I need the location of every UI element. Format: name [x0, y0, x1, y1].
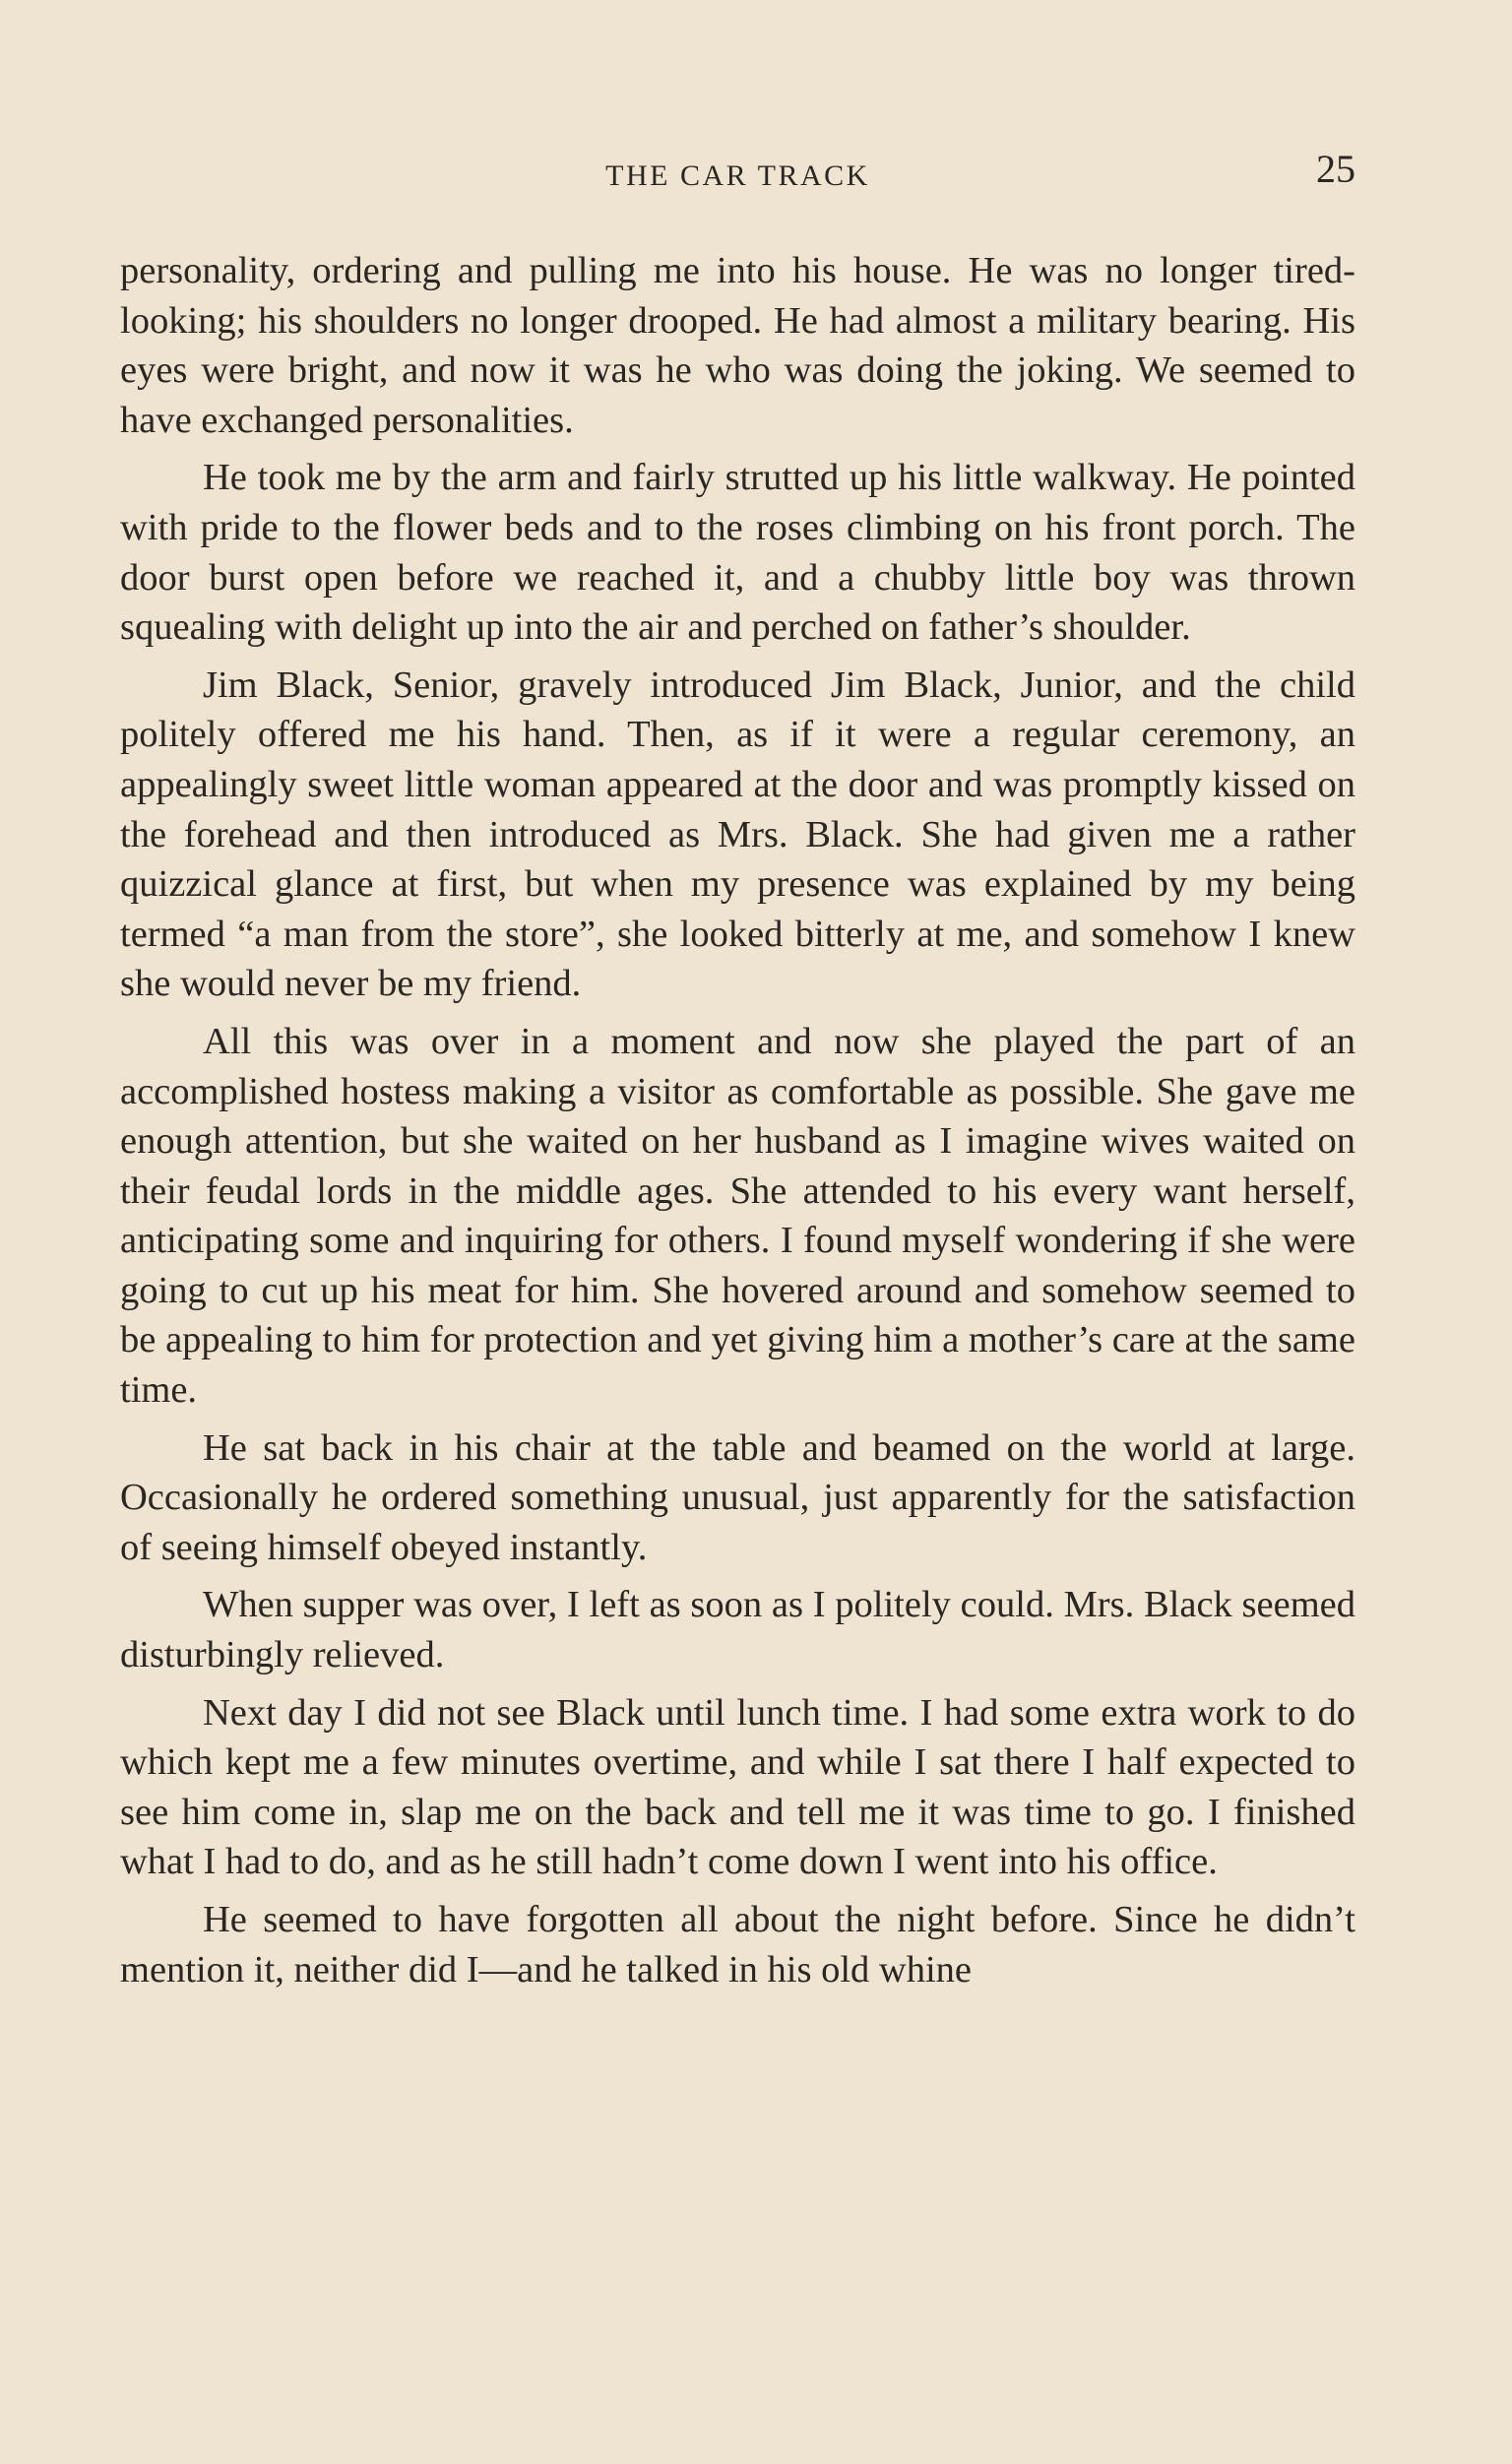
running-head: THE CAR TRACK — [605, 159, 870, 192]
paragraph: Next day I did not see Black until lunch time. I had some extra work to do which kept me a few minutes overtime, and while I sat there I half expected to see him come in, slap me on the back and tell me it was time to go. I finished what I had to do, and as he still hadn’t come down I went into his office. — [120, 1691, 1355, 1883]
paragraph: personality, ordering and pulling me into his house. He was no longer tired-looking; his shoulders no longer drooped. He had almost a military bearing. His eyes were bright, and now it was he who was doing the joking. We seemed to have exchanged personalities. — [120, 250, 1355, 441]
paragraph: Jim Black, Senior, gravely introduced Jim Black, Junior, and the child politely offered me his hand. Then, as if it were a regular ceremony, an appealingly sweet little woman appeared at the door and was promptly kissed on the forehead and then introduced as Mrs. Black. She had given me a rather quizzical glance at first, but when my presence was explained by my being termed “a man from the store”, she looked bitterly at me, and somehow I knew she would never be my friend. — [120, 663, 1355, 1005]
paragraph: When supper was over, I left as soon as I politely could. Mrs. Black seemed disturbingly relieved. — [120, 1584, 1355, 1676]
paragraph: All this was over in a moment and now she played the part of an accomplished hostess making a visitor as comfortable as possible. She gave me enough attention, but she waited on her husband as I imagine wives waited on their feudal lords in the middle ages. She attended to his every want herself, anticipating some and inquiring for others. I found myself wondering if she were going to cut up his meat for him. She hovered around and somehow seemed to be appealing to him for protection and yet giving him a mother’s care at the same time. — [120, 1020, 1355, 1412]
page-number: 25 — [1316, 147, 1355, 191]
paragraph: He sat back in his chair at the table and beamed on the world at large. Occasionally he ordered something unusual, just apparently for the satisfaction of seeing himself obeyed instantly. — [120, 1426, 1355, 1568]
page-header — [120, 146, 1355, 205]
paragraph: He seemed to have forgotten all about the night before. Since he didn’t mention it, neither did I—and he talked in his old whine — [120, 1899, 1355, 1990]
paragraph: He took me by the arm and fairly strutted up his little walkway. He pointed with pride to the flower beds and to the roses climbing on his front porch. The door burst open before we reached it, and a chubby little boy was thrown squealing with delight up into the air and perched on father’s shoulder. — [120, 457, 1355, 649]
body-text — [120, 246, 1355, 2002]
